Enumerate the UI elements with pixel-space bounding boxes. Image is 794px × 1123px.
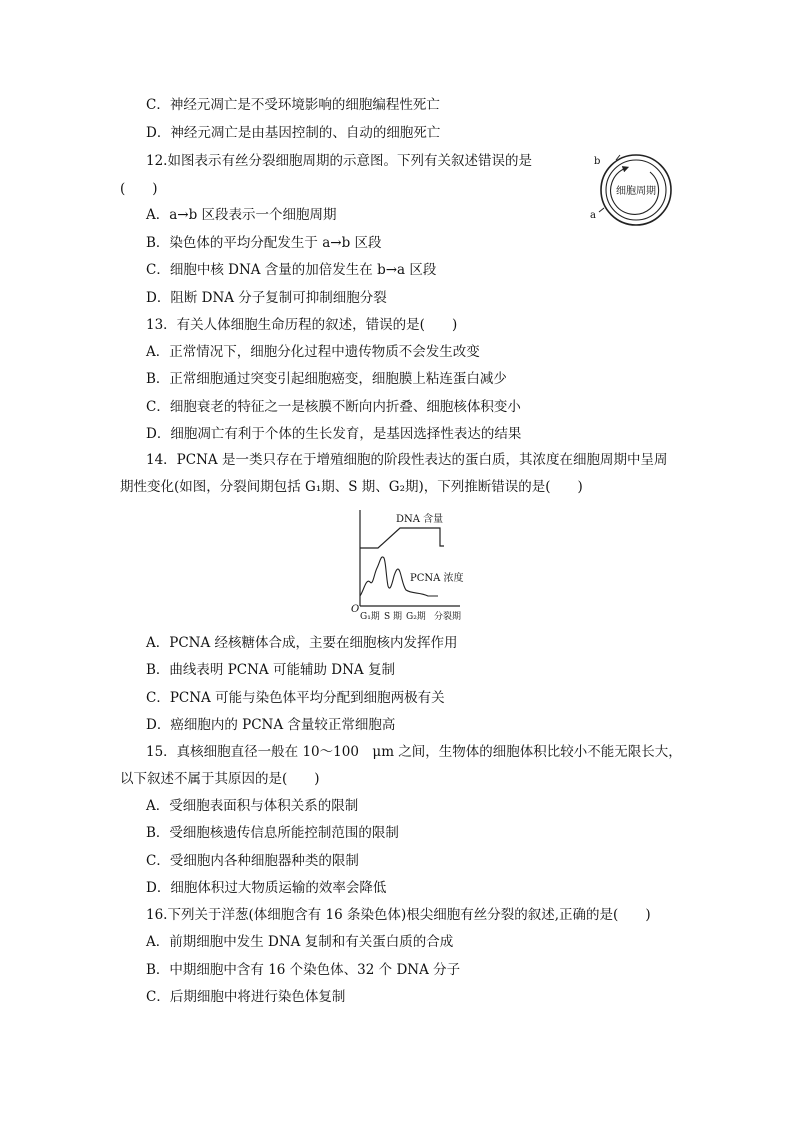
- q15-option-c: C．受细胞内各种细胞器种类的限制: [146, 853, 359, 869]
- q12-option-b: B．染色体的平均分配发生于 a→b 区段: [146, 235, 382, 251]
- q14-stem-line-1: 14．PCNA 是一类只存在于增殖细胞的阶段性表达的蛋白质，其浓度在细胞周期中呈周: [146, 452, 668, 468]
- q13-option-d: D．细胞凋亡有利于个体的生长发育，是基因选择性表达的结果: [146, 426, 522, 442]
- pcna-dna-graph: [348, 506, 473, 624]
- q12-option-a: A．a→b 区段表示一个细胞周期: [146, 207, 337, 223]
- x-label-m: 分裂期: [434, 612, 462, 622]
- q14-option-b: B．曲线表明 PCNA 可能辅助 DNA 复制: [146, 662, 395, 678]
- q13-option-a: A．正常情况下，细胞分化过程中遗传物质不会发生改变: [146, 344, 480, 360]
- x-label-s: S 期: [384, 612, 403, 622]
- q16-option-a: A．前期细胞中发生 DNA 复制和有关蛋白质的合成: [146, 934, 454, 950]
- q14-stem-line-2: 期性变化(如图，分裂间期包括 G₁期、S 期、G₂期)，下列推断错误的是( ): [120, 479, 583, 495]
- q12-option-d: D．阻断 DNA 分子复制可抑制细胞分裂: [146, 290, 387, 306]
- a-pointer: [599, 208, 604, 212]
- q11-option-c: C．神经元凋亡是不受环境影响的细胞编程性死亡: [146, 97, 440, 113]
- label-b: b: [594, 156, 601, 167]
- q16-option-c: C．后期细胞中将进行染色体复制: [146, 989, 346, 1005]
- q13-option-c: C．细胞衰老的特征之一是核膜不断向内折叠、细胞核体积变小: [146, 399, 521, 415]
- q15-option-d: D．细胞体积过大物质运输的效率会降低: [146, 880, 387, 896]
- q13-option-b: B．正常细胞通过突变引起细胞癌变，细胞膜上粘连蛋白减少: [146, 371, 507, 387]
- q16-stem: 16.下列关于洋葱(体细胞含有 16 条染色体)根尖细胞有丝分裂的叙述,正确的是( ): [146, 907, 651, 923]
- q15-stem-line-2: 以下叙述不属于其原因的是( ): [120, 771, 320, 787]
- x-label-g1: G₁期: [360, 612, 380, 622]
- q14-option-c: C．PCNA 可能与染色体平均分配到细胞两极有关: [146, 690, 445, 706]
- q12-answer-paren: ( ): [120, 181, 158, 197]
- q16-option-b: B．中期细胞中含有 16 个染色体、32 个 DNA 分子: [146, 962, 461, 978]
- q15-stem-line-1: 15．真核细胞直径一般在 10～100 μm 之间，生物体的细胞体积比较小不能无限长大，: [146, 744, 682, 760]
- cycle-center-label: 细胞周期: [616, 186, 656, 197]
- origin-label: O: [351, 604, 360, 615]
- q15-option-b: B．受细胞核遗传信息所能控制范围的限制: [146, 825, 399, 841]
- q14-option-d: D．癌细胞内的 PCNA 含量较正常细胞高: [146, 717, 396, 733]
- label-a: a: [590, 210, 596, 221]
- dna-content-curve: [360, 528, 444, 548]
- q11-option-d: D．神经元凋亡是由基因控制的、自动的细胞死亡: [146, 125, 441, 141]
- q12-stem: 12.如图表示有丝分裂细胞周期的示意图。下列有关叙述错误的是: [146, 153, 532, 169]
- cell-cycle-diagram: [586, 148, 686, 228]
- q12-option-c: C．细胞中核 DNA 含量的加倍发生在 b→a 区段: [146, 262, 437, 278]
- dna-label: DNA 含量: [396, 514, 444, 525]
- q15-option-a: A．受细胞表面积与体积关系的限制: [146, 798, 359, 814]
- pcna-label: PCNA 浓度: [410, 573, 464, 584]
- x-label-g2: G₂期: [406, 612, 426, 622]
- q13-stem: 13．有关人体细胞生命历程的叙述，错误的是( ): [146, 317, 458, 333]
- q14-option-a: A．PCNA 经核糖体合成，主要在细胞核内发挥作用: [146, 635, 458, 651]
